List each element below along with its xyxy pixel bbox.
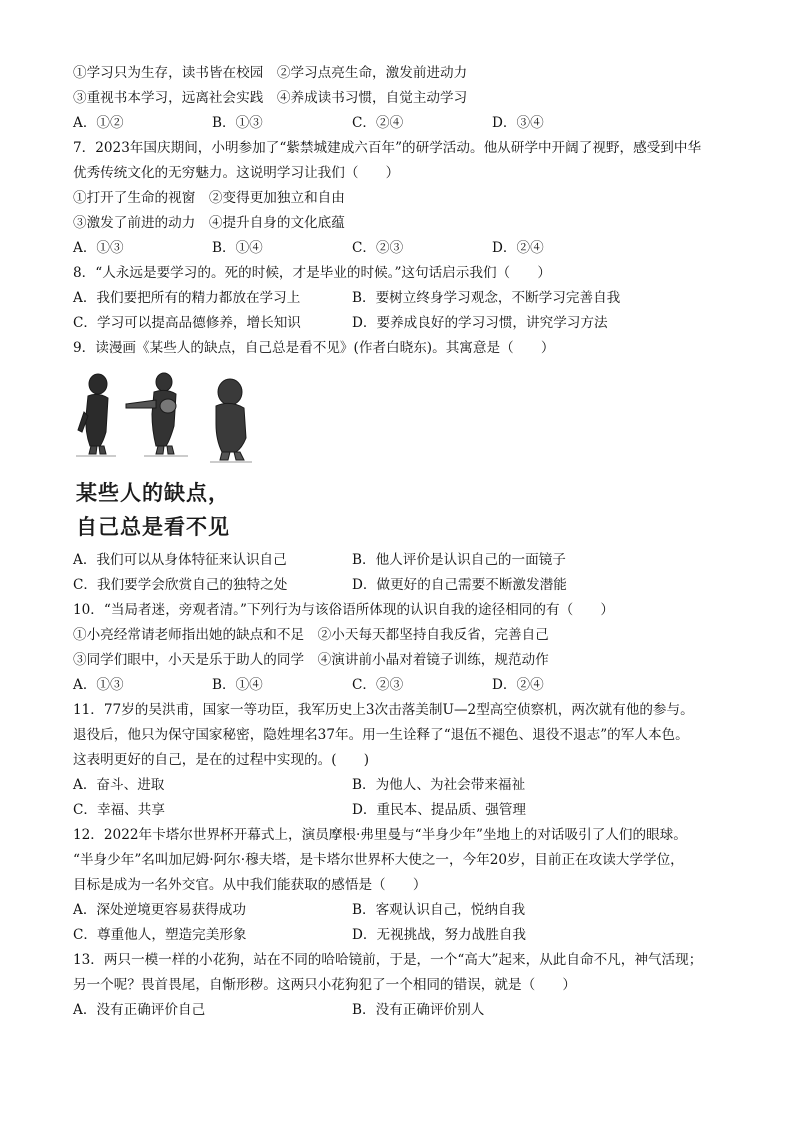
q12-option-a: A．深处逆境更容易获得成功	[73, 902, 246, 918]
q12-option-c: C．尊重他人，塑造完美形象	[73, 927, 247, 943]
q11-stem-line-3: 这表明更好的自己，是在的过程中实现的。( )	[73, 752, 370, 768]
q10-option-c: C．②③	[352, 677, 404, 693]
q9-option-d: D．做更好的自己需要不断激发潜能	[352, 577, 567, 593]
cartoon-figure-middle	[126, 373, 176, 454]
q6-option-d: D．③④	[492, 115, 544, 131]
q10-option-a: A．①③	[73, 677, 124, 693]
q11-option-a: A．奋斗、进取	[73, 777, 165, 793]
q10-option-b: B．①④	[212, 677, 263, 693]
q7-option-d: D．②④	[492, 240, 544, 256]
q12-stem-line-3: 目标是成为一名外交官。从中我们能获取的感悟是（ ）	[73, 877, 427, 893]
q7-option-c: C．②③	[352, 240, 404, 256]
q6-statements-3-4: ③重视书本学习，远离社会实践 ④养成读书习惯，自觉主动学习	[73, 90, 468, 106]
q10-stem: 10．“当局者迷，旁观者清。”下列行为与该俗语所体现的认识自我的途径相同的有（ ）	[73, 602, 614, 618]
q7-option-a: A．①③	[73, 240, 124, 256]
q7-statements-1-2: ①打开了生命的视窗 ②变得更加独立和自由	[73, 190, 345, 206]
q13-stem-line-1: 13．两只一模一样的小花狗，站在不同的哈哈镜前，于是，一个“高大”起来，从此自命不凡，神气活现；	[73, 952, 703, 968]
q9-option-a: A．我们可以从身体特征来认识自己	[73, 552, 287, 568]
q8-option-a: A．我们要把所有的精力都放在学习上	[73, 290, 301, 306]
q6-option-a: A．①②	[73, 115, 124, 131]
q7-stem-line-1: 7．2023年国庆期间，小明参加了“紫禁城建成六百年”的研学活动。他从研学中开阔了视野，感受到中华	[73, 140, 702, 156]
cartoon-figure-right	[216, 379, 246, 460]
q13-option-a: A．没有正确评价自己	[73, 1002, 206, 1018]
q9-option-b: B．他人评价是认识自己的一面镜子	[352, 552, 566, 568]
q10-statements-1-2: ①小亮经常请老师指出她的缺点和不足 ②小天每天都坚持自我反省，完善自己	[73, 627, 549, 643]
q11-stem-line-2: 退役后，他只为保守国家秘密，隐姓埋名37年。用一生诠释了“退伍不褪色、退役不退志”的军人本色。	[73, 727, 689, 743]
q10-statements-3-4: ③同学们眼中，小天是乐于助人的同学 ④演讲前小晶对着镜子训练，规范动作	[73, 652, 549, 668]
q8-stem: 8．“人永远是要学习的。死的时候，才是毕业的时候。”这句话启示我们（ ）	[73, 265, 551, 281]
cartoon-caption-line-2: 自己总是看不见	[76, 515, 230, 539]
q12-stem-line-1: 12．2022年卡塔尔世界杯开幕式上，演员摩根·弗里曼与“半身少年”坐地上的对话吸引了人们的眼球。	[73, 827, 687, 843]
q10-option-d: D．②④	[492, 677, 544, 693]
q7-option-b: B．①④	[212, 240, 263, 256]
q11-option-b: B．为他人、为社会带来福祉	[352, 777, 526, 793]
q6-option-b: B．①③	[212, 115, 263, 131]
q7-stem-line-2: 优秀传统文化的无穷魅力。这说明学习让我们（ ）	[73, 165, 400, 181]
q11-option-c: C．幸福、共享	[73, 802, 165, 818]
q9-stem: 9．读漫画《某些人的缺点，自己总是看不见》(作者白晓东)。其寓意是（ ）	[73, 340, 555, 356]
q6-option-c: C．②④	[352, 115, 404, 131]
q6-statements-1-2: ①学习只为生存，读书皆在校园 ②学习点亮生命，激发前进动力	[73, 65, 468, 81]
cartoon-figure-left	[78, 374, 108, 454]
q13-stem-line-2: 另一个呢？畏首畏尾，自惭形秽。这两只小花狗犯了一个相同的错误，就是（ ）	[73, 977, 576, 993]
q13-option-b: B．没有正确评价别人	[352, 1002, 485, 1018]
cartoon-caption-line-1: 某些人的缺点，	[76, 481, 230, 505]
q12-option-b: B．客观认识自己，悦纳自我	[352, 902, 526, 918]
q8-option-c: C．学习可以提高品德修养，增长知识	[73, 315, 301, 331]
q12-stem-line-2: “半身少年”名叫加尼姆·阿尔·穆夫塔，是卡塔尔世界杯大使之一，今年20岁，目前正在攻读大学学位，	[73, 852, 684, 868]
q11-option-d: D．重民本、提品质、强管理	[352, 802, 527, 818]
q8-option-d: D．要养成良好的学习习惯，讲究学习方法	[352, 315, 608, 331]
q12-option-d: D．无视挑战，努力战胜自我	[352, 927, 527, 943]
q9-option-c: C．我们要学会欣赏自己的独特之处	[73, 577, 288, 593]
q11-stem-line-1: 11．77岁的吴洪甫，国家一等功臣，我军历史上3次击落美制U—2型高空侦察机，两次就有他的参与。	[73, 702, 694, 718]
q8-option-b: B．要树立终身学习观念，不断学习完善自我	[352, 290, 621, 306]
q7-statements-3-4: ③激发了前进的动力 ④提升自身的文化底蕴	[73, 215, 345, 231]
